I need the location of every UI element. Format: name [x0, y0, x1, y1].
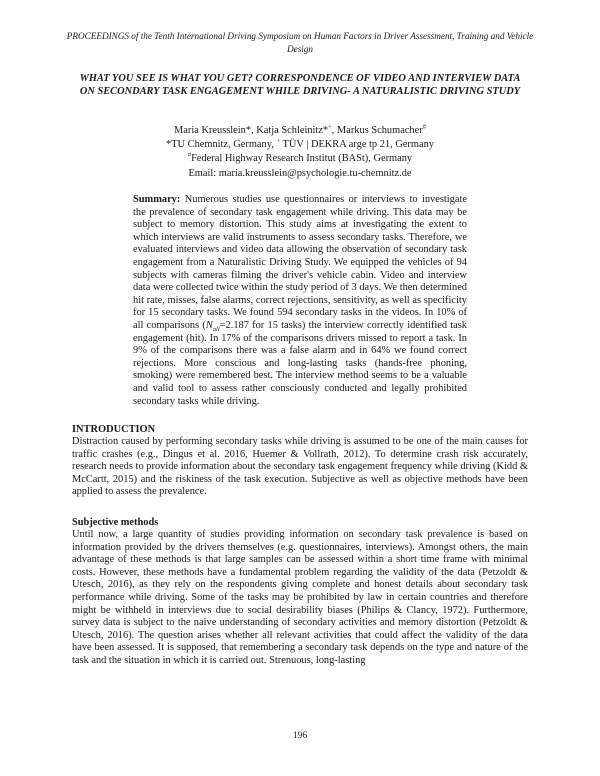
affiliation-mark-plus-2: +: [276, 137, 281, 145]
summary-text-part-2: =2.187 for 15 tasks) the interview correctly identified task engagement (hit). In 17% of the comparisons drivers missed to report a task. In 9% of the comparisons there was a false alarm and in 64% we found correct rejections. More conscious and long-lasting tasks (hands-free phoning, smoking) were remembered best. The interview method seems to be a valuable and valid tool to assess rather consciously conducted and legally prohibited secondary tasks while driving.: [133, 319, 467, 407]
n-subscript: all: [212, 326, 220, 334]
affiliation-tu-chemnitz: *TU Chemnitz, Germany,: [166, 139, 277, 151]
summary-text-part-1: Numerous studies use questionnaires or interviews to investigate the prevalence of secondary task engagement while driving. This data may be subject to memory distortion. This study aims at investigating the extent to which interviews are valid instruments to assess secondary tasks. Therefore, we evaluated interviews and video data allowing the observation of secondary task engagement from a Naturalistic Driving Study. We equipped the vehicles of 94 subjects with cameras filming the driver's vehicle cabin. Video and interview data were collected twice within the study period of 3 days. We then determined hit rate, misses, false alarms, correct rejections, sensitivity, as well as specificity for 15 secondary tasks. We found 594 secondary tasks in the videos. In 10% of all comparisons (: [133, 194, 467, 331]
summary-label: Summary:: [133, 194, 181, 205]
author-names-text-1: Maria Kreusslein*, Katja Schleinitz*: [174, 125, 329, 136]
author-names-text-2: , Markus Schumacher: [331, 125, 423, 136]
page-number: 196: [292, 731, 308, 741]
subjective-methods-heading: Subjective methods: [72, 517, 159, 528]
affiliation-line-1: [60, 138, 540, 152]
affiliation-mark-plus: +: [328, 123, 332, 131]
introduction-heading: INTRODUCTION: [72, 424, 156, 435]
proceedings-header: PROCEEDINGS of the Tenth International Driving Symposium on Human Factors in Driver Assessment, Training and Vehicle Design: [66, 31, 534, 54]
author-email: Email: maria.kreusslein@psychologie.tu-chemnitz.de: [188, 167, 412, 179]
author-block: [60, 124, 540, 181]
n-symbol: N: [205, 319, 213, 331]
paper-title: WHAT YOU SEE IS WHAT YOU GET? CORRESPONDENCE OF VIDEO AND INTERVIEW DATA ON SECONDARY TASK ENGAGEMENT WHILE DRIVING- A NATURALISTIC DRIVING STUDY: [79, 73, 521, 97]
subjective-methods-paragraph: Until now, a large quantity of studies providing information on secondary task prevalence is based on information provided by the drivers themselves (e.g. questionnaires, interviews). Amongst others, the main advantage of these methods is that large samples can be assessed within a short time frame with minimal costs. However, these methods have a fundamental problem regarding the validity of the data (Petzoldt & Utesch, 2016), as they rely on the respondents giving complete and honest details about secondary task performance while driving. Some of the tasks may be prohibited by law in certain countries and therefore might be withheld in interviews due to social desirability biases (Philips & Clancy, 1972). Furthermore, survey data is subject to the naive understanding of secondary activities and memory distortion (Petzoldt & Utesch, 2016). The question arises whether all relevant activities that could affect the validity of the data have been assessed. It is supposed, that remembering a secondary task depends on the type and nature of the task and the situation in which it is carried out. Strenuous, long-lasting: [72, 529, 528, 666]
affiliation-mark-hash: #: [422, 123, 426, 131]
affiliation-tuev-dekra: TÜV | DEKRA arge tp 21, Germany: [280, 139, 434, 151]
summary-abstract: [133, 194, 467, 408]
affiliation-line-2: [60, 152, 540, 166]
affiliation-mark-hash-2: #: [187, 151, 192, 159]
introduction-paragraph: Distraction caused by performing secondary tasks while driving is assumed to be one of the main causes for traffic crashes (e.g., Dingus et al. 2016, Huemer & Vollrath, 2012). To determine crash risk accurately, research needs to provide information about the secondary task engagement frequency while driving (Kidd & McCartt, 2015) and the riskiness of the task execution. Subjective as well as objective methods have been applied to assess the prevalence.: [72, 436, 528, 498]
author-names: [60, 124, 540, 138]
affiliation-bast: Federal Highway Research Institut (BASt), Germany: [191, 153, 413, 165]
